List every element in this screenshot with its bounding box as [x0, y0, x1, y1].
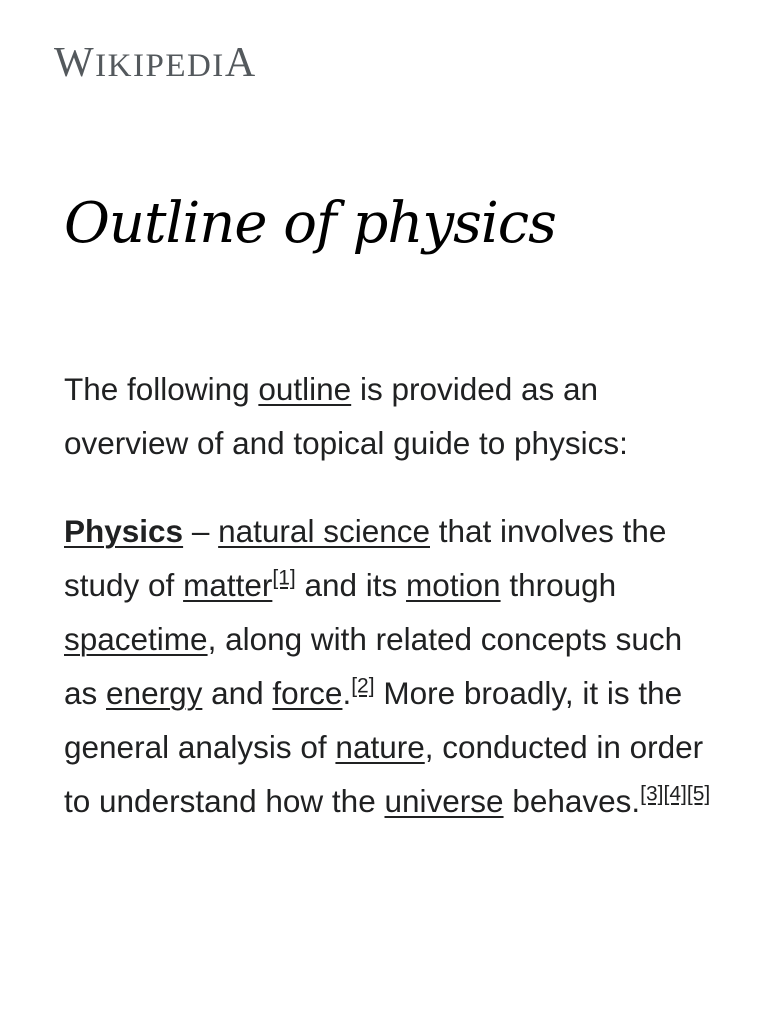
definition-paragraph — [64, 504, 714, 828]
definition-text-1: – — [183, 513, 219, 549]
reference-4 — [664, 783, 687, 806]
reference-3-link[interactable]: [3] — [640, 782, 664, 806]
reference-5-link[interactable]: [5] — [686, 782, 711, 806]
definition-text-8: More broadly, it is the general analysis of — [64, 675, 683, 765]
spacetime-link[interactable]: spacetime — [64, 621, 208, 657]
reference-1 — [272, 567, 295, 590]
physics-link[interactable]: Physics — [64, 513, 184, 549]
reference-4-link[interactable]: [4] — [663, 782, 687, 806]
definition-text-6: and — [202, 675, 273, 711]
reference-1-link[interactable]: [1] — [272, 566, 296, 590]
natural-science-link[interactable]: natural science — [218, 513, 430, 549]
definition-text-10: behaves. — [503, 783, 641, 819]
definition-text-4: through — [500, 567, 617, 603]
matter-link[interactable]: matter — [183, 567, 273, 603]
universe-link[interactable]: universe — [384, 783, 504, 819]
nature-link[interactable]: nature — [335, 729, 425, 765]
definition-text-7: . — [342, 675, 352, 711]
energy-link[interactable]: energy — [106, 675, 203, 711]
wikipedia-logo[interactable] — [54, 38, 257, 91]
logo-letters-middle: IKIPEDI — [95, 48, 225, 84]
motion-link[interactable]: motion — [406, 567, 501, 603]
reference-3 — [640, 783, 663, 806]
definition-text-3: and its — [295, 567, 407, 603]
intro-paragraph — [64, 362, 714, 470]
outline-link[interactable]: outline — [258, 371, 352, 407]
force-link[interactable]: force — [272, 675, 343, 711]
reference-2 — [351, 675, 374, 698]
logo-letter-first: W — [54, 40, 96, 86]
intro-text-before: The following — [64, 371, 259, 407]
page-title: Outline of physics — [64, 191, 556, 256]
definition-text-2: that involves the study of — [64, 513, 667, 603]
intro-text-after: is provided as an overview of and topical guide to physics: — [64, 371, 628, 461]
reference-2-link[interactable]: [2] — [351, 674, 375, 698]
reference-5 — [687, 783, 710, 806]
logo-letter-last: A — [224, 40, 257, 86]
definition-text-9: , conducted in order to understand how the — [64, 729, 704, 819]
article-content — [64, 362, 714, 862]
definition-text-5: , along with related concepts such as — [64, 621, 683, 711]
